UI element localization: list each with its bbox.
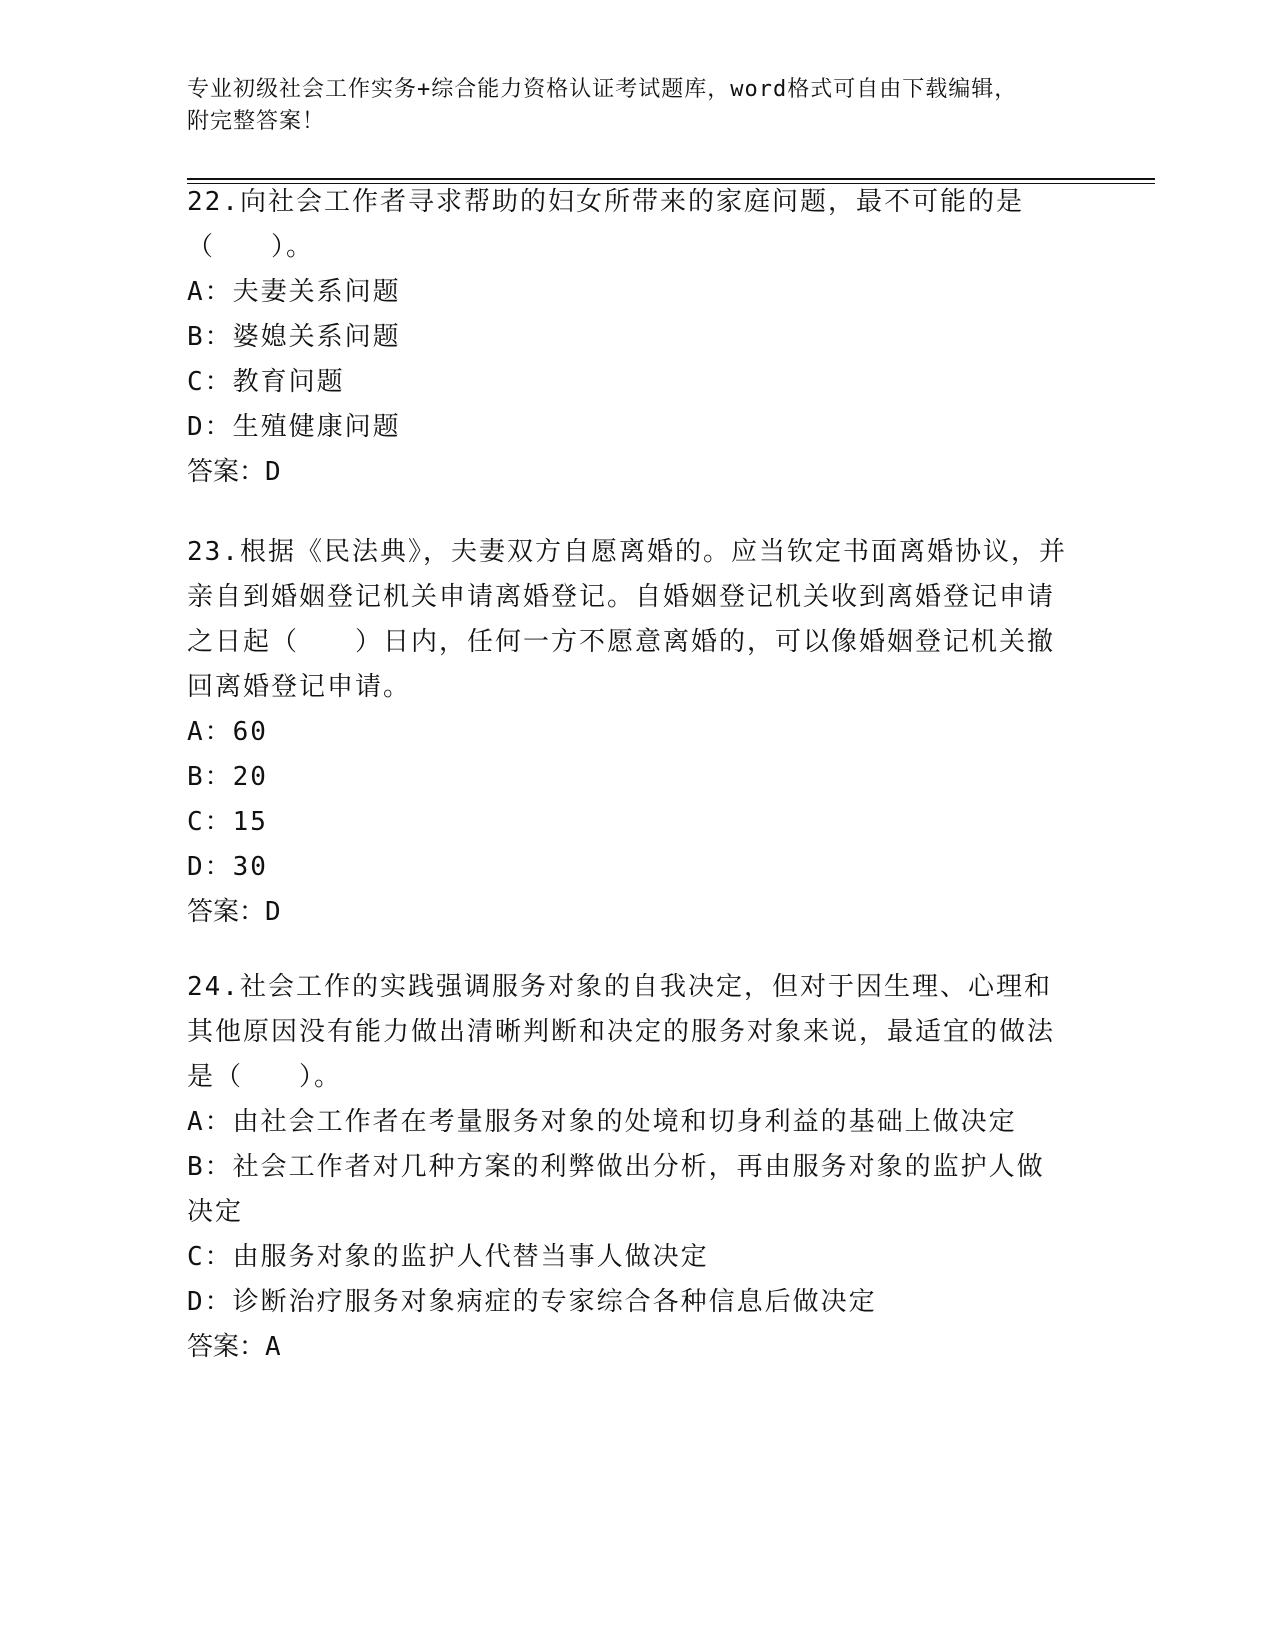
option-text: 20 xyxy=(232,762,268,792)
answer-label: 答案： xyxy=(187,1332,266,1362)
answer-label: 答案： xyxy=(187,897,266,927)
option-c xyxy=(187,1235,1067,1280)
option-a xyxy=(187,270,1067,315)
option-text: 婆媳关系问题 xyxy=(232,322,401,352)
answer-value: D xyxy=(265,457,281,487)
option-text: 15 xyxy=(232,807,268,837)
question-stem: 23.根据《民法典》，夫妻双方自愿离婚的。应当钦定书面离婚协议，并亲自到婚姻登记机关申请离婚登记。自婚姻登记机关收到离婚登记申请之日起（ ）日内，任何一方不愿意离婚的，可以像婚姻登记机关撤回离婚登记申请。 xyxy=(187,537,1067,702)
option-d xyxy=(187,405,1067,450)
option-c xyxy=(187,360,1067,405)
option-b xyxy=(187,1145,1067,1235)
answer-value: D xyxy=(265,897,281,927)
option-text: 30 xyxy=(232,852,268,882)
option-letter: C： xyxy=(187,807,233,837)
question-24 xyxy=(187,965,1067,1370)
option-letter: C： xyxy=(187,367,233,397)
option-text: 社会工作者对几种方案的利弊做出分析，再由服务对象的监护人做决定 xyxy=(187,1152,1045,1227)
option-letter: D： xyxy=(187,852,233,882)
option-letter: C： xyxy=(187,1242,233,1272)
option-letter: D： xyxy=(187,412,233,442)
option-letter: B： xyxy=(187,322,233,352)
option-b xyxy=(187,315,1067,360)
option-letter: A： xyxy=(187,1107,233,1137)
document-header xyxy=(187,74,1087,138)
option-c xyxy=(187,800,1067,845)
option-a xyxy=(187,1100,1067,1145)
header-line-2: 附完整答案！ xyxy=(187,109,326,134)
question-22 xyxy=(187,180,1067,495)
question-stem: 22.向社会工作者寻求帮助的妇女所带来的家庭问题，最不可能的是（ ）。 xyxy=(187,187,1024,262)
answer-line xyxy=(187,450,1067,495)
option-d xyxy=(187,1280,1067,1325)
option-text: 生殖健康问题 xyxy=(232,412,401,442)
header-line-1: 专业初级社会工作实务+综合能力资格认证考试题库，word格式可自由下载编辑， xyxy=(187,77,1018,102)
answer-line xyxy=(187,1325,1067,1370)
option-d xyxy=(187,845,1067,890)
option-text: 60 xyxy=(232,717,268,747)
option-text: 由服务对象的监护人代替当事人做决定 xyxy=(232,1242,709,1272)
option-letter: B： xyxy=(187,1152,233,1182)
option-b xyxy=(187,755,1067,800)
option-text: 夫妻关系问题 xyxy=(232,277,401,307)
option-letter: B： xyxy=(187,762,233,792)
option-letter: D： xyxy=(187,1287,233,1317)
option-text: 诊断治疗服务对象病症的专家综合各种信息后做决定 xyxy=(232,1287,877,1317)
option-letter: A： xyxy=(187,277,233,307)
question-23 xyxy=(187,530,1067,935)
option-text: 教育问题 xyxy=(232,367,345,397)
answer-label: 答案： xyxy=(187,457,266,487)
answer-value: A xyxy=(265,1332,281,1362)
option-text: 由社会工作者在考量服务对象的处境和切身利益的基础上做决定 xyxy=(232,1107,1017,1137)
answer-line xyxy=(187,890,1067,935)
option-a xyxy=(187,710,1067,755)
question-stem: 24.社会工作的实践强调服务对象的自我决定，但对于因生理、心理和其他原因没有能力做出清晰判断和决定的服务对象来说，最适宜的做法是（ ）。 xyxy=(187,972,1056,1092)
option-letter: A： xyxy=(187,717,233,747)
